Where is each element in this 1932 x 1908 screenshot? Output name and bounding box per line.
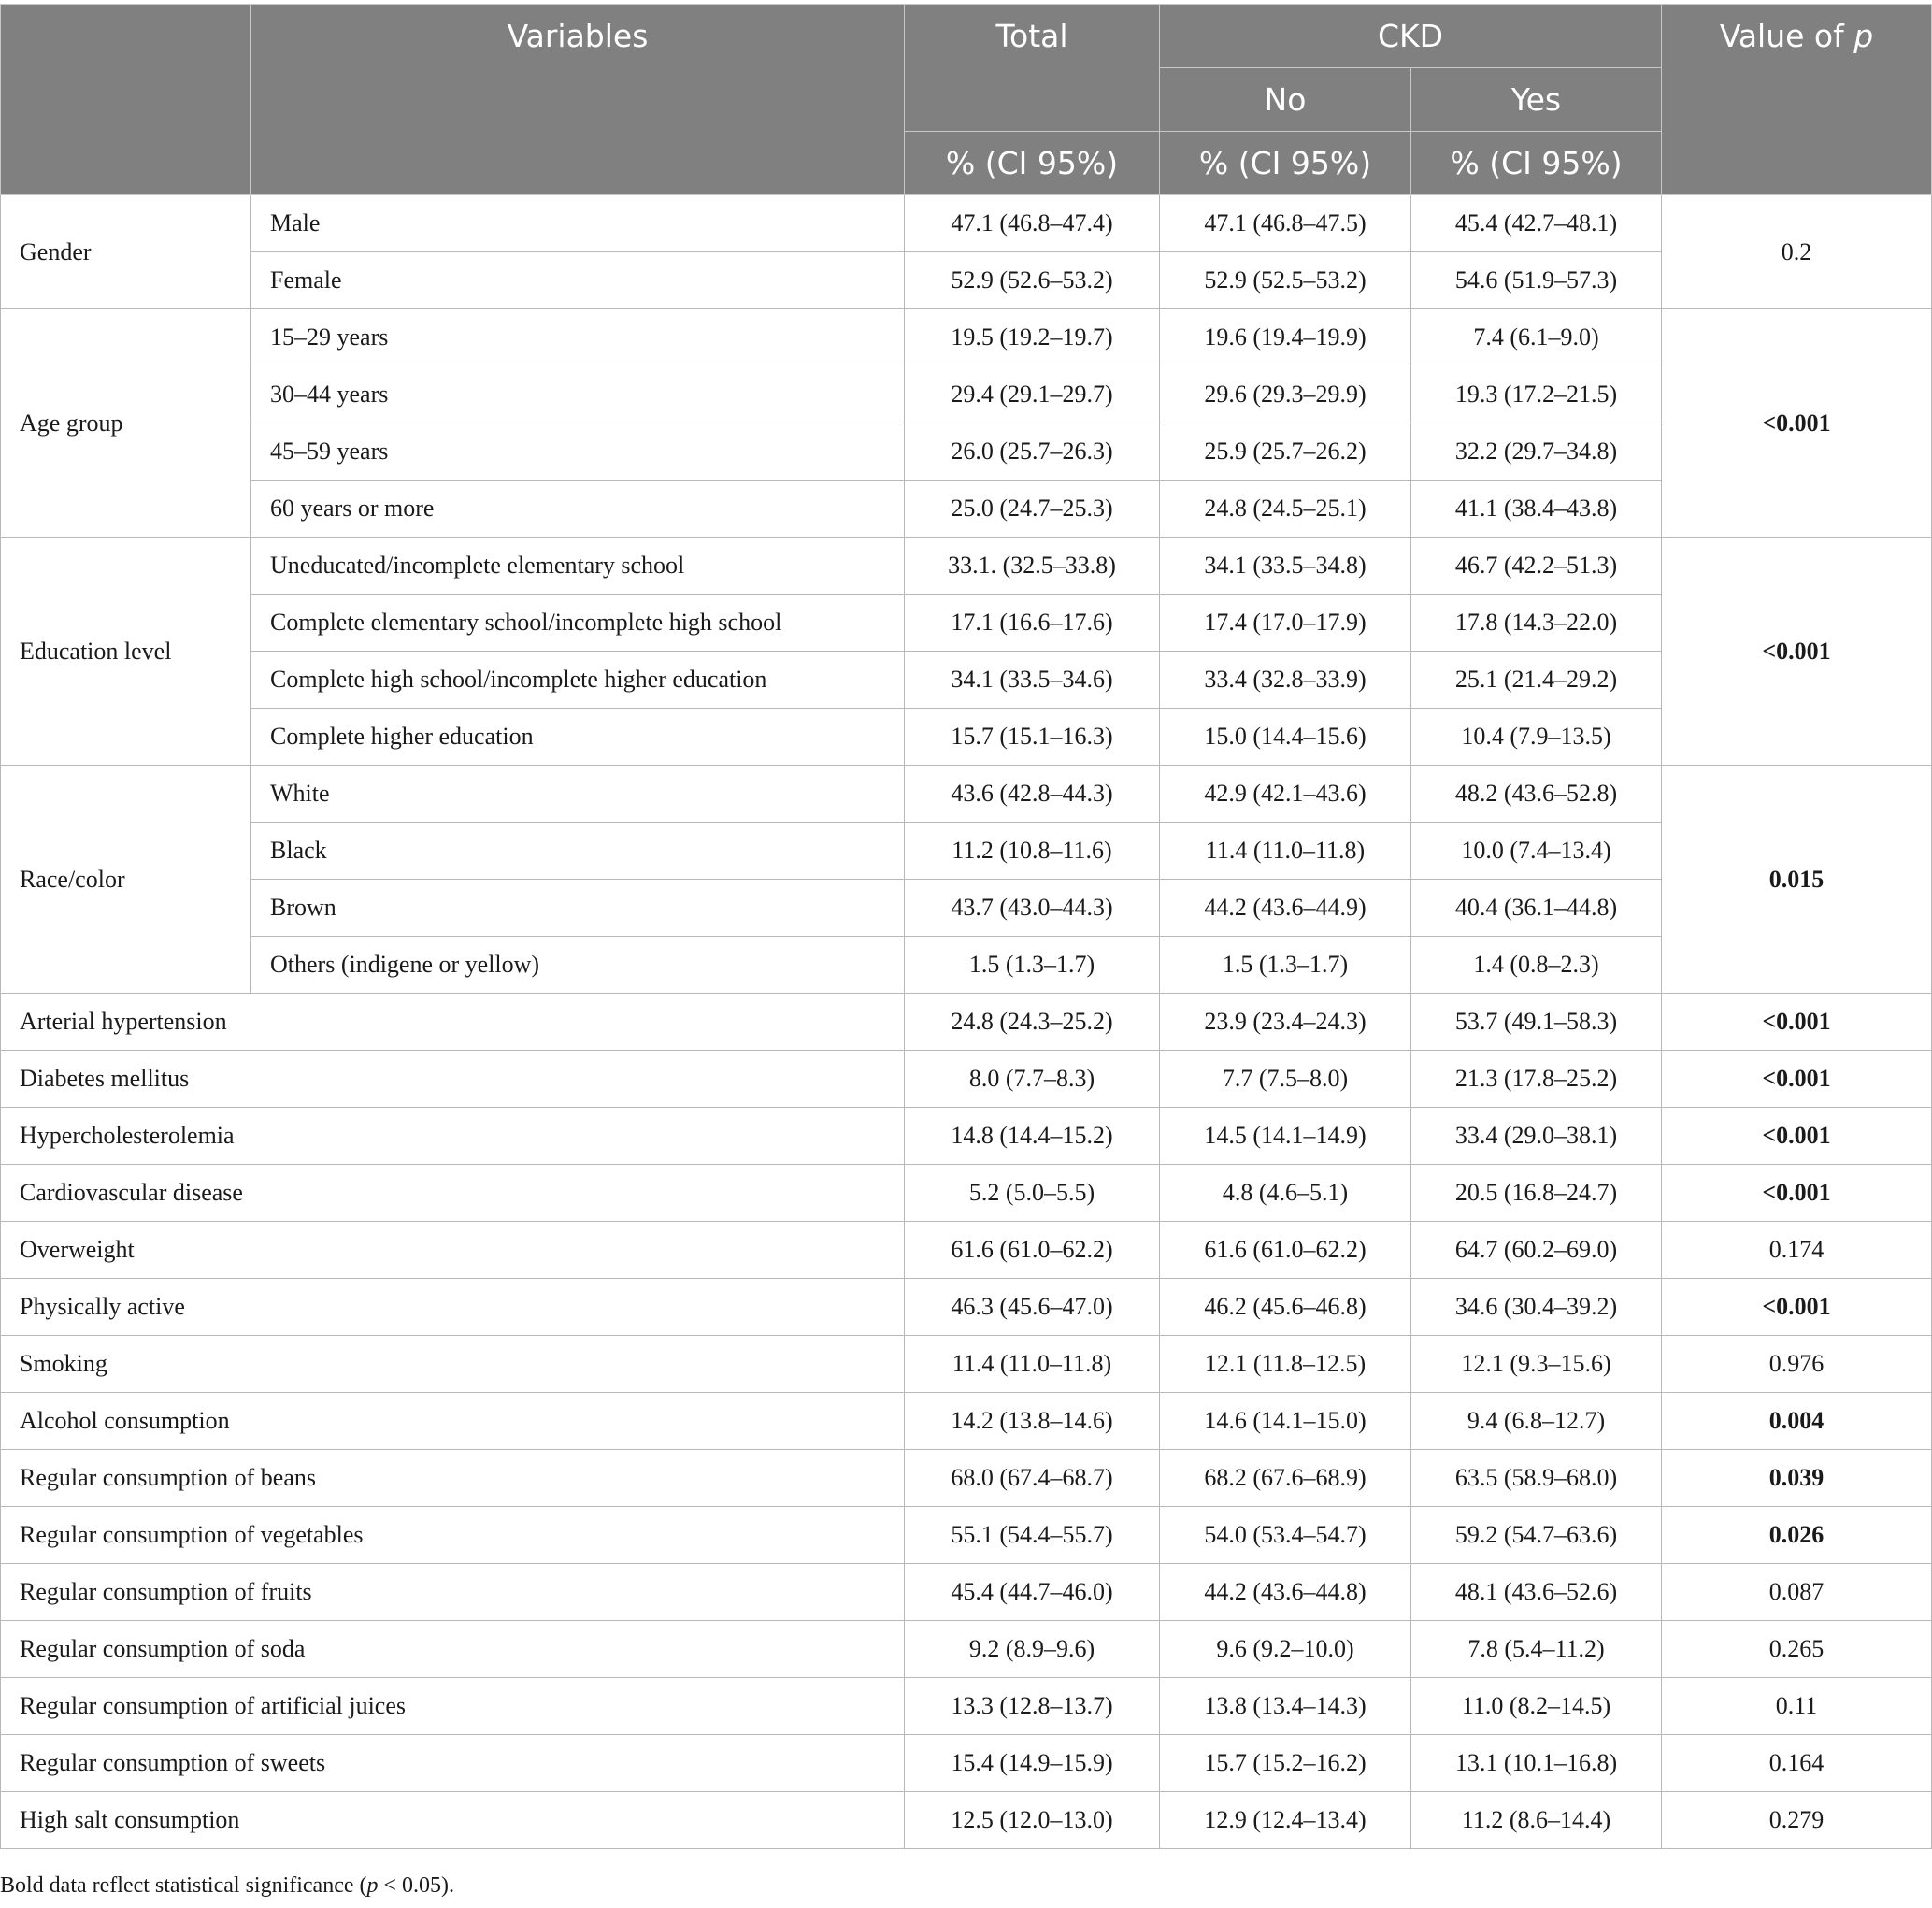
- table-row: [1, 309, 1932, 366]
- total-value: 26.0 (25.7–26.3): [905, 423, 1160, 481]
- variable-name: 15–29 years: [251, 309, 905, 366]
- footnote-text: Bold data reflect statistical significance (: [0, 1873, 367, 1898]
- total-value: 52.9 (52.6–53.2): [905, 252, 1160, 309]
- total-value: 43.7 (43.0–44.3): [905, 880, 1160, 937]
- ckd-yes-value: 7.8 (5.4–11.2): [1411, 1621, 1662, 1678]
- p-value: <0.001: [1662, 1051, 1932, 1108]
- table-row: [1, 1108, 1932, 1165]
- ckd-no-value: 46.2 (45.6–46.8): [1160, 1279, 1411, 1336]
- ckd-no-value: 34.1 (33.5–34.8): [1160, 538, 1411, 595]
- ckd-yes-value: 9.4 (6.8–12.7): [1411, 1393, 1662, 1450]
- p-value: 0.026: [1662, 1507, 1932, 1564]
- ckd-yes-value: 17.8 (14.3–22.0): [1411, 595, 1662, 652]
- table-row: [1, 481, 1932, 538]
- p-value: <0.001: [1662, 994, 1932, 1051]
- total-value: 9.2 (8.9–9.6): [905, 1621, 1160, 1678]
- footnote: [0, 1873, 454, 1899]
- header-yes-ci: % (CI 95%): [1411, 132, 1662, 195]
- total-value: 17.1 (16.6–17.6): [905, 595, 1160, 652]
- header-value-of-p-text: Value of: [1719, 18, 1854, 54]
- header-ckd-no: No: [1160, 68, 1411, 132]
- ckd-no-value: 29.6 (29.3–29.9): [1160, 366, 1411, 423]
- group-label: Gender: [1, 195, 251, 309]
- table-header: [1, 5, 1932, 195]
- p-value: 0.087: [1662, 1564, 1932, 1621]
- table-container: [0, 4, 1931, 1849]
- table-row: [1, 423, 1932, 481]
- ckd-no-value: 9.6 (9.2–10.0): [1160, 1621, 1411, 1678]
- p-value: <0.001: [1662, 538, 1932, 766]
- variable-name: Complete higher education: [251, 709, 905, 766]
- table-row: [1, 595, 1932, 652]
- total-value: 46.3 (45.6–47.0): [905, 1279, 1160, 1336]
- ckd-yes-value: 45.4 (42.7–48.1): [1411, 195, 1662, 252]
- ckd-yes-value: 34.6 (30.4–39.2): [1411, 1279, 1662, 1336]
- table-row: [1, 1165, 1932, 1222]
- table-row: [1, 1051, 1932, 1108]
- table-row: [1, 766, 1932, 823]
- ckd-no-value: 17.4 (17.0–17.9): [1160, 595, 1411, 652]
- variable-name: High salt consumption: [1, 1792, 905, 1849]
- total-value: 34.1 (33.5–34.6): [905, 652, 1160, 709]
- total-value: 15.4 (14.9–15.9): [905, 1735, 1160, 1792]
- table-row: [1, 1735, 1932, 1792]
- ckd-no-value: 42.9 (42.1–43.6): [1160, 766, 1411, 823]
- ckd-no-value: 7.7 (7.5–8.0): [1160, 1051, 1411, 1108]
- total-value: 14.2 (13.8–14.6): [905, 1393, 1160, 1450]
- ckd-yes-value: 46.7 (42.2–51.3): [1411, 538, 1662, 595]
- ckd-no-value: 14.5 (14.1–14.9): [1160, 1108, 1411, 1165]
- ckd-yes-value: 40.4 (36.1–44.8): [1411, 880, 1662, 937]
- table-row: [1, 252, 1932, 309]
- variable-name: Others (indigene or yellow): [251, 937, 905, 994]
- variable-name: Brown: [251, 880, 905, 937]
- ckd-yes-value: 59.2 (54.7–63.6): [1411, 1507, 1662, 1564]
- total-value: 25.0 (24.7–25.3): [905, 481, 1160, 538]
- ckd-yes-value: 13.1 (10.1–16.8): [1411, 1735, 1662, 1792]
- total-value: 33.1. (32.5–33.8): [905, 538, 1160, 595]
- table-row: [1, 1336, 1932, 1393]
- ckd-no-value: 19.6 (19.4–19.9): [1160, 309, 1411, 366]
- ckd-yes-value: 48.1 (43.6–52.6): [1411, 1564, 1662, 1621]
- group-label: Education level: [1, 538, 251, 766]
- variable-name: 45–59 years: [251, 423, 905, 481]
- total-value: 11.2 (10.8–11.6): [905, 823, 1160, 880]
- variable-name: White: [251, 766, 905, 823]
- ckd-yes-value: 11.2 (8.6–14.4): [1411, 1792, 1662, 1849]
- ckd-no-value: 15.7 (15.2–16.2): [1160, 1735, 1411, 1792]
- total-value: 13.3 (12.8–13.7): [905, 1678, 1160, 1735]
- variable-name: Regular consumption of vegetables: [1, 1507, 905, 1564]
- ckd-no-value: 52.9 (52.5–53.2): [1160, 252, 1411, 309]
- ckd-yes-value: 1.4 (0.8–2.3): [1411, 937, 1662, 994]
- variable-name: 30–44 years: [251, 366, 905, 423]
- p-value: 0.11: [1662, 1678, 1932, 1735]
- table-row: [1, 1678, 1932, 1735]
- header-value-of-p: [1662, 5, 1932, 195]
- variable-name: Regular consumption of artificial juices: [1, 1678, 905, 1735]
- table-row: [1, 1792, 1932, 1849]
- header-p-symbol: p: [1853, 18, 1874, 54]
- table-row: [1, 937, 1932, 994]
- ckd-yes-value: 10.4 (7.9–13.5): [1411, 709, 1662, 766]
- total-value: 15.7 (15.1–16.3): [905, 709, 1160, 766]
- variable-name: 60 years or more: [251, 481, 905, 538]
- ckd-no-value: 4.8 (4.6–5.1): [1160, 1165, 1411, 1222]
- variable-name: Regular consumption of fruits: [1, 1564, 905, 1621]
- ckd-no-value: 44.2 (43.6–44.8): [1160, 1564, 1411, 1621]
- variable-name: Male: [251, 195, 905, 252]
- ckd-no-value: 12.9 (12.4–13.4): [1160, 1792, 1411, 1849]
- table-row: [1, 994, 1932, 1051]
- ckd-yes-value: 21.3 (17.8–25.2): [1411, 1051, 1662, 1108]
- ckd-yes-value: 20.5 (16.8–24.7): [1411, 1165, 1662, 1222]
- total-value: 43.6 (42.8–44.3): [905, 766, 1160, 823]
- ckd-no-value: 15.0 (14.4–15.6): [1160, 709, 1411, 766]
- variable-name: Complete elementary school/incomplete high school: [251, 595, 905, 652]
- footnote-text-end: < 0.05).: [378, 1873, 455, 1898]
- ckd-yes-value: 12.1 (9.3–15.6): [1411, 1336, 1662, 1393]
- p-value: 0.279: [1662, 1792, 1932, 1849]
- ckd-yes-value: 32.2 (29.7–34.8): [1411, 423, 1662, 481]
- ckd-no-value: 12.1 (11.8–12.5): [1160, 1336, 1411, 1393]
- ckd-no-value: 23.9 (23.4–24.3): [1160, 994, 1411, 1051]
- ckd-no-value: 33.4 (32.8–33.9): [1160, 652, 1411, 709]
- table-row: [1, 1621, 1932, 1678]
- ckd-yes-value: 11.0 (8.2–14.5): [1411, 1678, 1662, 1735]
- variable-name: Cardiovascular disease: [1, 1165, 905, 1222]
- ckd-no-value: 1.5 (1.3–1.7): [1160, 937, 1411, 994]
- header-total-ci: % (CI 95%): [905, 132, 1160, 195]
- p-value: 0.164: [1662, 1735, 1932, 1792]
- ckd-yes-value: 53.7 (49.1–58.3): [1411, 994, 1662, 1051]
- total-value: 29.4 (29.1–29.7): [905, 366, 1160, 423]
- total-value: 47.1 (46.8–47.4): [905, 195, 1160, 252]
- table-row: [1, 1564, 1932, 1621]
- header-ckd: CKD: [1160, 5, 1662, 68]
- variable-name: Regular consumption of soda: [1, 1621, 905, 1678]
- table-row: [1, 195, 1932, 252]
- table-row: [1, 880, 1932, 937]
- ckd-no-value: 11.4 (11.0–11.8): [1160, 823, 1411, 880]
- p-value: 0.976: [1662, 1336, 1932, 1393]
- ckd-yes-value: 19.3 (17.2–21.5): [1411, 366, 1662, 423]
- ckd-no-value: 25.9 (25.7–26.2): [1160, 423, 1411, 481]
- p-value: <0.001: [1662, 1279, 1932, 1336]
- ckd-no-value: 14.6 (14.1–15.0): [1160, 1393, 1411, 1450]
- variable-name: Alcohol consumption: [1, 1393, 905, 1450]
- ckd-yes-value: 54.6 (51.9–57.3): [1411, 252, 1662, 309]
- total-value: 1.5 (1.3–1.7): [905, 937, 1160, 994]
- ckd-no-value: 47.1 (46.8–47.5): [1160, 195, 1411, 252]
- p-value: 0.039: [1662, 1450, 1932, 1507]
- variable-name: Diabetes mellitus: [1, 1051, 905, 1108]
- table-row: [1, 823, 1932, 880]
- p-value: 0.004: [1662, 1393, 1932, 1450]
- table-row: [1, 1450, 1932, 1507]
- table-row: [1, 538, 1932, 595]
- table-row: [1, 1393, 1932, 1450]
- variable-name: Complete high school/incomplete higher education: [251, 652, 905, 709]
- total-value: 12.5 (12.0–13.0): [905, 1792, 1160, 1849]
- footnote-p-symbol: p: [366, 1873, 379, 1898]
- ckd-no-value: 61.6 (61.0–62.2): [1160, 1222, 1411, 1279]
- total-value: 45.4 (44.7–46.0): [905, 1564, 1160, 1621]
- variable-name: Black: [251, 823, 905, 880]
- table-row: [1, 1507, 1932, 1564]
- total-value: 14.8 (14.4–15.2): [905, 1108, 1160, 1165]
- total-value: 5.2 (5.0–5.5): [905, 1165, 1160, 1222]
- ckd-no-value: 24.8 (24.5–25.1): [1160, 481, 1411, 538]
- table-row: [1, 366, 1932, 423]
- variable-name: Arterial hypertension: [1, 994, 905, 1051]
- header-ckd-yes: Yes: [1411, 68, 1662, 132]
- total-value: 19.5 (19.2–19.7): [905, 309, 1160, 366]
- ckd-yes-value: 41.1 (38.4–43.8): [1411, 481, 1662, 538]
- header-variables: Variables: [251, 5, 905, 195]
- variable-name: Uneducated/incomplete elementary school: [251, 538, 905, 595]
- ckd-no-value: 44.2 (43.6–44.9): [1160, 880, 1411, 937]
- variable-name: Female: [251, 252, 905, 309]
- table-row: [1, 709, 1932, 766]
- ckd-no-value: 13.8 (13.4–14.3): [1160, 1678, 1411, 1735]
- variable-name: Regular consumption of beans: [1, 1450, 905, 1507]
- ckd-yes-value: 10.0 (7.4–13.4): [1411, 823, 1662, 880]
- ckd-yes-value: 33.4 (29.0–38.1): [1411, 1108, 1662, 1165]
- p-value: 0.174: [1662, 1222, 1932, 1279]
- header-blank-cell: [1, 5, 251, 195]
- table-row: [1, 1222, 1932, 1279]
- total-value: 11.4 (11.0–11.8): [905, 1336, 1160, 1393]
- variable-name: Hypercholesterolemia: [1, 1108, 905, 1165]
- ckd-yes-value: 64.7 (60.2–69.0): [1411, 1222, 1662, 1279]
- header-no-ci: % (CI 95%): [1160, 132, 1411, 195]
- total-value: 24.8 (24.3–25.2): [905, 994, 1160, 1051]
- variable-name: Physically active: [1, 1279, 905, 1336]
- ckd-no-value: 68.2 (67.6–68.9): [1160, 1450, 1411, 1507]
- total-value: 55.1 (54.4–55.7): [905, 1507, 1160, 1564]
- total-value: 61.6 (61.0–62.2): [905, 1222, 1160, 1279]
- table-body: [1, 195, 1932, 1849]
- p-value: 0.2: [1662, 195, 1932, 309]
- table-row: [1, 652, 1932, 709]
- ckd-no-value: 54.0 (53.4–54.7): [1160, 1507, 1411, 1564]
- data-table: [0, 4, 1932, 1849]
- ckd-yes-value: 63.5 (58.9–68.0): [1411, 1450, 1662, 1507]
- p-value: <0.001: [1662, 1108, 1932, 1165]
- group-label: Race/color: [1, 766, 251, 994]
- total-value: 68.0 (67.4–68.7): [905, 1450, 1160, 1507]
- group-label: Age group: [1, 309, 251, 538]
- p-value: 0.015: [1662, 766, 1932, 994]
- p-value: 0.265: [1662, 1621, 1932, 1678]
- p-value: <0.001: [1662, 1165, 1932, 1222]
- variable-name: Regular consumption of sweets: [1, 1735, 905, 1792]
- ckd-yes-value: 7.4 (6.1–9.0): [1411, 309, 1662, 366]
- p-value: <0.001: [1662, 309, 1932, 538]
- total-value: 8.0 (7.7–8.3): [905, 1051, 1160, 1108]
- ckd-yes-value: 25.1 (21.4–29.2): [1411, 652, 1662, 709]
- header-total: Total: [905, 5, 1160, 132]
- table-row: [1, 1279, 1932, 1336]
- ckd-yes-value: 48.2 (43.6–52.8): [1411, 766, 1662, 823]
- variable-name: Overweight: [1, 1222, 905, 1279]
- variable-name: Smoking: [1, 1336, 905, 1393]
